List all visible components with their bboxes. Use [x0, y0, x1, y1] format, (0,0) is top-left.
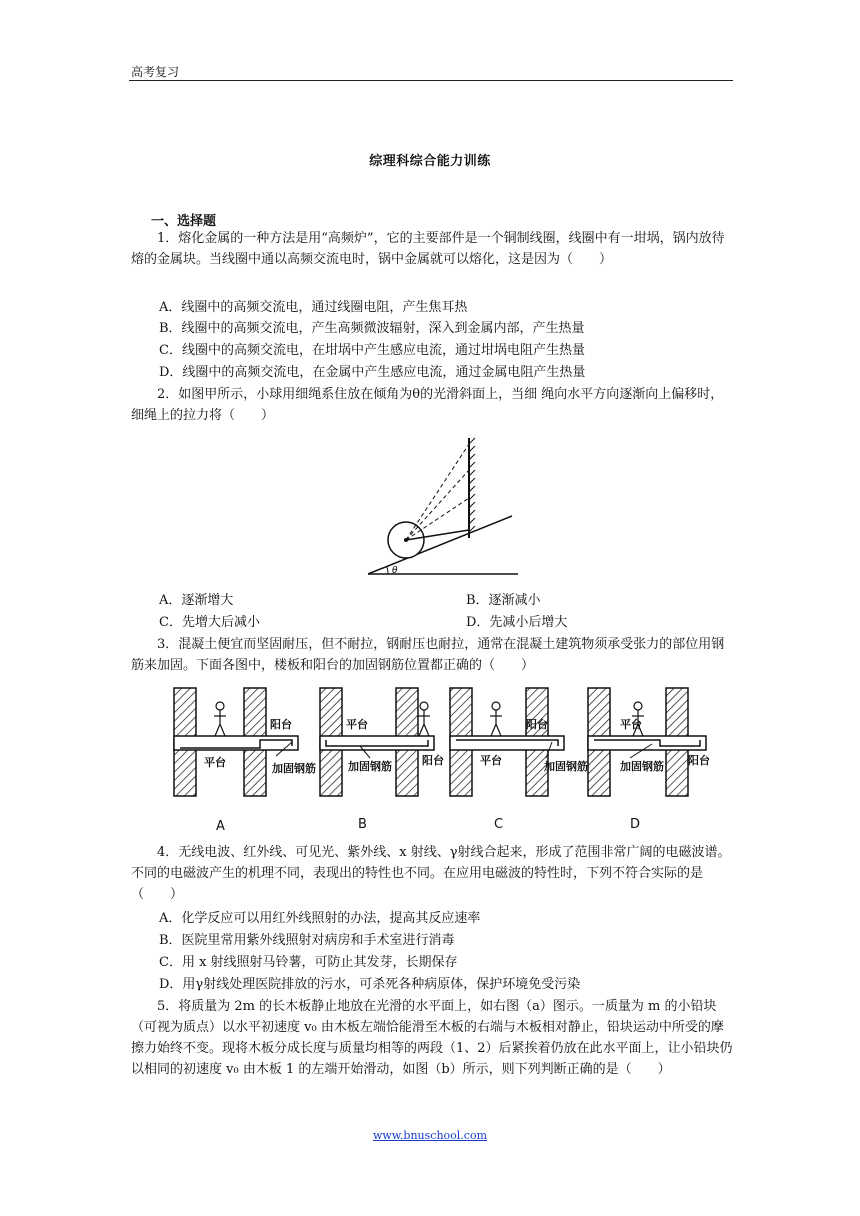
footer-link[interactable]: www.bnuschool.com [372, 1129, 487, 1142]
header-divider [129, 80, 733, 81]
q4-stem: 4．无线电波、红外线、可见光、紫外线、x 射线、γ射线合起来，形成了范围非常广阔的电磁波谱。不同的电磁波产生的机理不同，表现出的特性也不同。在应用电磁波的特性时，下列不符合实际的是（ ） [131, 845, 731, 902]
q3-stem: 3．混凝土便宜而坚固耐压，但不耐拉，钢耐压也耐拉，通常在混凝土建筑物须承受张力的部位用钢筋来加固。下面各图中，楼板和阳台的加固钢筋位置都正确的（ ） [131, 637, 725, 673]
q2-theta-label: θ [392, 566, 398, 576]
q2-option-a: A．逐渐增大 [159, 593, 234, 608]
q1-stem: 1．熔化金属的一种方法是用“高频炉”，它的主要部件是一个铜制线圈，线圈中有一坩埚，锅内放待熔的金属块。当线圈中通以高频交流电时，锅中金属就可以熔化，这是因为（ ） [131, 231, 725, 267]
q4-option-a: A．化学反应可以用红外线照射的办法，提高其反应速率 [159, 911, 481, 926]
q3-a-top-label: 阳台 [270, 718, 292, 731]
q1-option-b: B．线圈中的高频交流电，产生高频微波辐射，深入到金属内部，产生热量 [159, 321, 585, 336]
q1-option-d: D．线圈中的高频交流电，在金属中产生感应电流，通过金属电阻产生热量 [159, 365, 586, 380]
q3-d-top-label: 平台 [620, 718, 642, 731]
q4-option-d: D．用γ射线处理医院排放的污水，可杀死各种病原体，保护环境免受污染 [159, 977, 581, 992]
q3-d-rebar-label: 加固钢筋 [620, 760, 664, 773]
q3-figure-c-letter: C [494, 817, 504, 832]
header-label: 高考复习 [131, 65, 180, 79]
q3-b-top-label: 平台 [346, 718, 368, 731]
q2-incline-figure [362, 436, 522, 580]
q3-rebar-figures [160, 684, 720, 840]
q5-stem: 5．将质量为 2m 的长木板静止地放在光滑的水平面上，如右图（a）图示。一质量为 m 的小铅块（可视为质点）以水平初速度 v₀ 由木板左端恰能滑至木板的右端与木板相对静止，铅块运动中所受的摩擦力始终不变。现将木板分成长度与质量均相等的两段（1、2）后紧挨着仍放在此水平面上，让小铅块仍以相同的初速度 v₀ 由木板 1 的左端开始滑动，如图（b）所示，则下列判断正确的是（ ） [131, 999, 733, 1077]
q3-figure-d-letter: D [630, 817, 641, 832]
q3-c-top-label: 阳台 [526, 718, 548, 731]
section-heading: 一、选择题 [151, 214, 217, 229]
q2-option-b: B．逐渐减小 [466, 593, 541, 608]
q3-b-bottom-label: 阳台 [422, 754, 444, 767]
q2-option-c: C．先增大后减小 [159, 615, 260, 630]
q4-option-b: B．医院里常用紫外线照射对病房和手术室进行消毒 [159, 933, 455, 948]
q3-d-bottom-label: 阳台 [688, 754, 710, 767]
q1-option-a: A．线圈中的高频交流电，通过线圈电阻，产生焦耳热 [159, 300, 468, 315]
q1-option-c: C．线圈中的高频交流电，在坩埚中产生感应电流，通过坩埚电阻产生热量 [159, 343, 585, 358]
q3-c-rebar-label: 加固钢筋 [544, 760, 588, 773]
q3-b-rebar-label: 加固钢筋 [348, 760, 392, 773]
q4-option-c: C．用 x 射线照射马铃薯，可防止其发芽，长期保存 [159, 955, 458, 970]
q3-figure-b-letter: B [358, 817, 367, 832]
page-title: 综理科综合能力训练 [369, 154, 491, 169]
q2-stem: 2．如图甲所示，小球用细绳系住放在倾角为θ的光滑斜面上，当细 绳向水平方向逐渐向上偏移时，细绳上的拉力将（ ） [131, 387, 724, 423]
q3-a-bottom-label: 平台 [204, 756, 226, 769]
q2-option-d: D．先减小后增大 [466, 615, 568, 630]
q3-a-rebar-label: 加固钢筋 [272, 762, 316, 775]
q3-figure-a-letter: A [216, 819, 225, 834]
q3-c-bottom-label: 平台 [480, 754, 502, 767]
